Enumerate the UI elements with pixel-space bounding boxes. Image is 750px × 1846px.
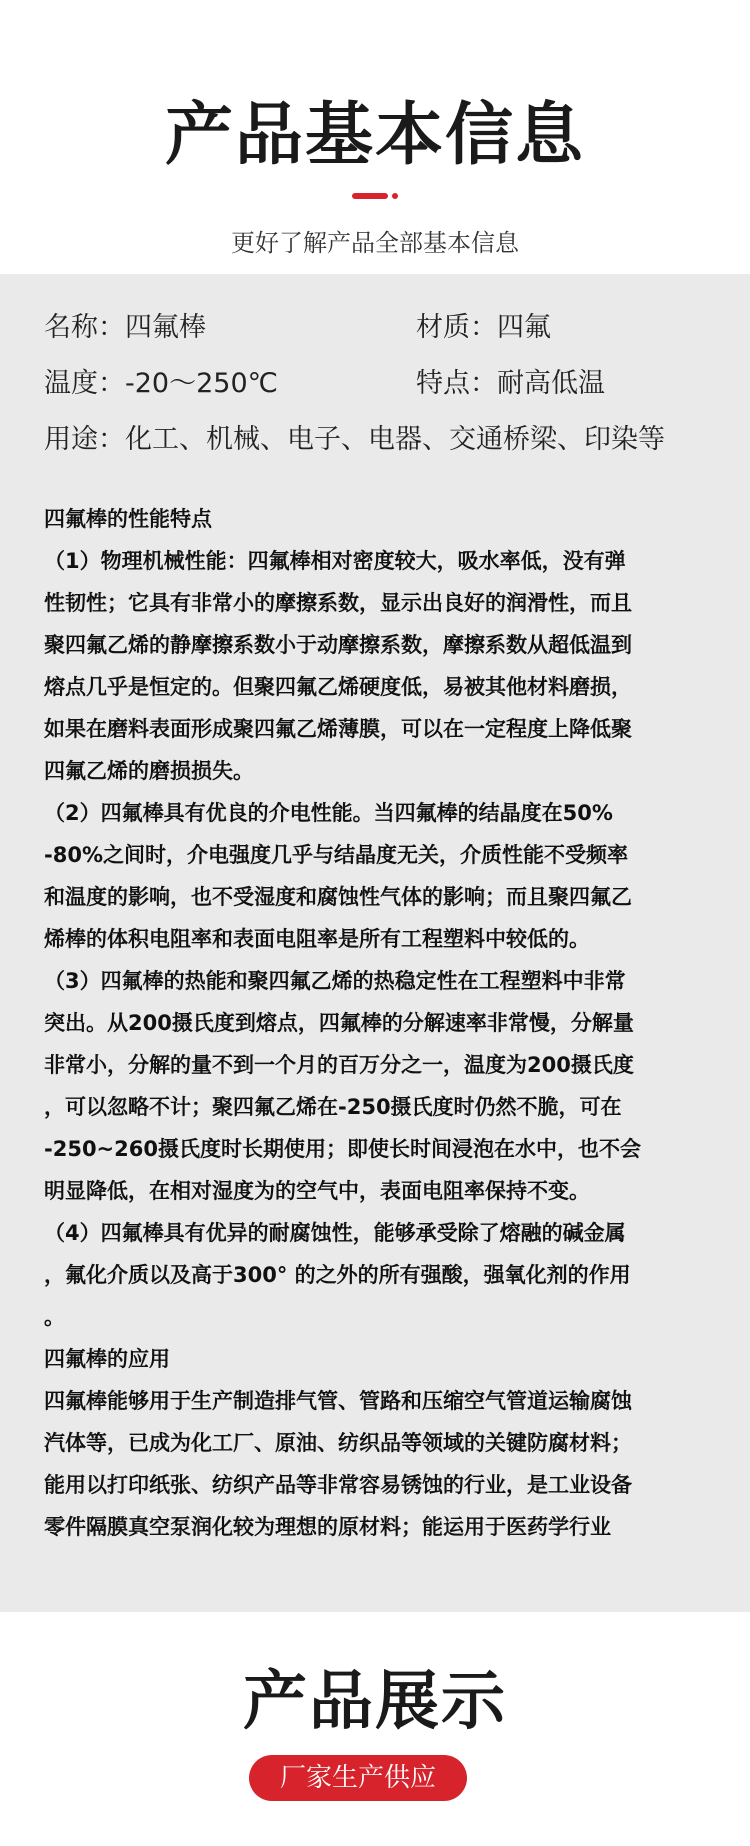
- desc-line: 和温度的影响，也不受湿度和腐蚀性气体的影响；而且聚四氟乙: [44, 885, 632, 909]
- divider-dot: [392, 193, 398, 199]
- spec-row-1: [44, 310, 551, 346]
- desc-line: （4）四氟棒具有优异的耐腐蚀性，能够承受除了熔融的碱金属: [44, 1221, 626, 1245]
- desc-line: 聚四氟乙烯的静摩擦系数小于动摩擦系数，摩擦系数从超低温到: [44, 633, 632, 657]
- info-panel: [0, 274, 750, 1612]
- page-subtitle: 更好了解产品全部基本信息: [231, 229, 519, 257]
- spec-row-2: [44, 366, 605, 402]
- desc-line: 四氟乙烯的磨损损失。: [44, 759, 254, 783]
- spec-feature: 特点：耐高低温: [416, 368, 605, 399]
- desc-line: 性韧性；它具有非常小的摩擦系数，显示出良好的润滑性，而且: [44, 591, 632, 615]
- desc-line: 如果在磨料表面形成聚四氟乙烯薄膜，可以在一定程度上降低聚: [44, 717, 632, 741]
- desc-line: 四氟棒的性能特点: [44, 507, 212, 531]
- desc-line: 熔点几乎是恒定的。但聚四氟乙烯硬度低，易被其他材料磨损，: [44, 675, 632, 699]
- spec-material: 材质：四氟: [416, 312, 551, 343]
- page-title: 产品基本信息: [164, 96, 585, 175]
- desc-line: 非常小，分解的量不到一个月的百万分之一，温度为200摄氏度: [44, 1053, 634, 1077]
- desc-line: （2）四氟棒具有优良的介电性能。当四氟棒的结晶度在50%: [44, 801, 613, 825]
- spec-temperature: 温度：-20～250℃: [44, 368, 278, 399]
- desc-line: ，氟化介质以及高于300° 的之外的所有强酸，强氧化剂的作用: [44, 1263, 631, 1287]
- desc-line: 四氟棒能够用于生产制造排气管、管路和压缩空气管道运输腐蚀: [44, 1389, 632, 1413]
- divider-line: [352, 193, 388, 199]
- spec-name: 名称：四氟棒: [44, 312, 206, 343]
- desc-line: ，可以忽略不计；聚四氟乙烯在-250摄氏度时仍然不脆，可在: [44, 1095, 622, 1119]
- header-section: [0, 0, 750, 274]
- desc-line: 零件隔膜真空泵润化较为理想的原材料；能运用于医药学行业: [44, 1515, 611, 1539]
- desc-line: -80%之间时，介电强度几乎与结晶度无关，介质性能不受频率: [44, 843, 628, 867]
- desc-line: 汽体等，已成为化工厂、原油、纺织品等领域的关键防腐材料；: [44, 1431, 632, 1455]
- desc-line: 明显降低，在相对湿度为的空气中，表面电阻率保持不变。: [44, 1179, 590, 1203]
- desc-line: 烯棒的体积电阻率和表面电阻率是所有工程塑料中较低的。: [44, 927, 590, 951]
- section-title-showcase: 产品展示: [243, 1665, 507, 1739]
- desc-line: 。: [44, 1305, 65, 1329]
- desc-line: （1）物理机械性能：四氟棒相对密度较大，吸水率低，没有弹: [44, 549, 626, 573]
- spec-usage: 用途：化工、机械、电子、电器、交通桥梁、印染等: [44, 424, 665, 455]
- desc-line: 突出。从200摄氏度到熔点，四氟棒的分解速率非常慢，分解量: [44, 1011, 634, 1035]
- desc-line: 四氟棒的应用: [44, 1347, 170, 1371]
- description-text: [44, 498, 706, 1548]
- desc-line: 能用以打印纸张、纺织产品等非常容易锈蚀的行业，是工业设备: [44, 1473, 632, 1497]
- supplier-badge: 厂家生产供应: [249, 1755, 467, 1801]
- desc-line: -250~260摄氏度时长期使用；即使长时间浸泡在水中，也不会: [44, 1137, 641, 1161]
- desc-line: （3）四氟棒的热能和聚四氟乙烯的热稳定性在工程塑料中非常: [44, 969, 626, 993]
- spec-row-3: [44, 422, 665, 458]
